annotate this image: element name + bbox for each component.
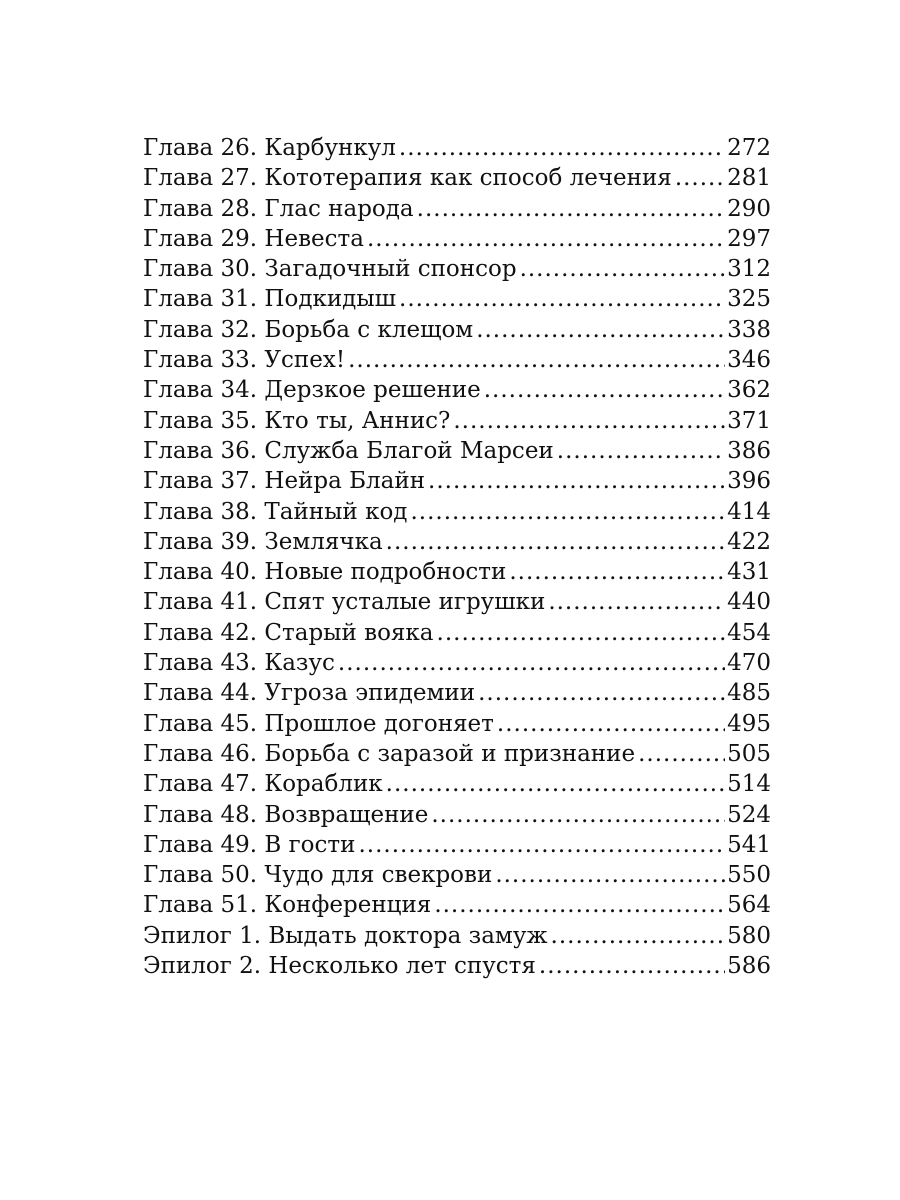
toc-entry <box>143 163 771 193</box>
toc-entry <box>143 890 771 920</box>
toc-entry-title: Глава 45. Прошлое догоняет <box>143 710 494 737</box>
dot-leader <box>497 709 725 739</box>
toc-entry-page-number: 362 <box>727 377 771 404</box>
toc-entry <box>143 709 771 739</box>
toc-entry-page-number: 371 <box>727 407 771 434</box>
toc-entry <box>143 436 771 466</box>
toc-entry <box>143 527 771 557</box>
toc-entry <box>143 587 771 617</box>
toc-entry <box>143 739 771 769</box>
dot-leader <box>539 951 725 981</box>
dot-leader <box>437 618 726 648</box>
toc-entry-title: Глава 37. Нейра Блайн <box>143 468 426 495</box>
toc-entry <box>143 951 771 981</box>
toc-entry-page-number: 396 <box>727 468 771 495</box>
dot-leader <box>410 497 725 527</box>
toc-entry-title: Глава 26. Карбункул <box>143 135 396 161</box>
toc-entry-page-number: 325 <box>727 286 771 313</box>
dot-leader <box>417 194 725 224</box>
toc-entry <box>143 194 771 224</box>
table-of-contents <box>143 133 771 981</box>
dot-leader <box>338 648 725 678</box>
toc-entry-page-number: 431 <box>727 559 771 586</box>
toc-entry-page-number: 290 <box>727 195 771 222</box>
toc-entry-title: Глава 48. Возвращение <box>143 801 429 828</box>
toc-entry <box>143 466 771 496</box>
toc-entry-title: Глава 35. Кто ты, Аннис? <box>143 407 451 434</box>
dot-leader <box>428 466 725 496</box>
toc-entry-page-number: 470 <box>727 650 771 677</box>
dot-leader <box>431 800 725 830</box>
dot-leader <box>495 860 725 890</box>
toc-entry <box>143 254 771 284</box>
toc-entry-title: Глава 31. Подкидыш <box>143 286 397 313</box>
toc-entry <box>143 375 771 405</box>
dot-leader <box>434 890 725 920</box>
toc-entry <box>143 284 771 314</box>
toc-entry-page-number: 485 <box>727 680 771 707</box>
toc-entry <box>143 800 771 830</box>
dot-leader <box>399 133 725 163</box>
toc-entry-page-number: 297 <box>727 225 771 252</box>
toc-entry-page-number: 495 <box>727 710 771 737</box>
toc-entry-title: Глава 36. Служба Благой Марсеи <box>143 437 554 464</box>
toc-entry-title: Эпилог 2. Несколько лет спустя <box>143 953 536 980</box>
toc-entry-title: Глава 34. Дерзкое решение <box>143 377 481 404</box>
toc-entry-page-number: 440 <box>727 589 771 616</box>
toc-entry-title: Глава 39. Землячка <box>143 528 383 555</box>
dot-leader <box>367 224 725 254</box>
toc-entry-title: Глава 32. Борьба с клещом <box>143 316 474 343</box>
toc-entry <box>143 769 771 799</box>
dot-leader <box>520 254 726 284</box>
toc-entry <box>143 830 771 860</box>
toc-entry-title: Глава 28. Глас народа <box>143 195 414 222</box>
toc-entry-title: Глава 42. Старый вояка <box>143 619 434 646</box>
toc-entry <box>143 618 771 648</box>
toc-entry <box>143 860 771 890</box>
toc-entry-title: Глава 41. Спят усталые игрушки <box>143 589 546 616</box>
toc-entry-page-number: 586 <box>727 953 771 980</box>
toc-entry <box>143 921 771 951</box>
toc-entry <box>143 678 771 708</box>
dot-leader <box>509 557 725 587</box>
dot-leader <box>638 739 725 769</box>
toc-entry-title: Глава 30. Загадочный спонсор <box>143 256 517 283</box>
toc-entry-title: Глава 44. Угроза эпидемии <box>143 680 476 707</box>
toc-entry-title: Глава 38. Тайный код <box>143 498 408 525</box>
toc-entry <box>143 133 771 163</box>
dot-leader <box>551 921 726 951</box>
dot-leader <box>548 587 725 617</box>
toc-entry-page-number: 505 <box>727 740 771 767</box>
toc-entry <box>143 497 771 527</box>
toc-entry-page-number: 386 <box>727 437 771 464</box>
toc-entry-title: Глава 50. Чудо для свекрови <box>143 862 493 889</box>
toc-entry-page-number: 272 <box>727 135 771 161</box>
dot-leader <box>453 406 725 436</box>
dot-leader <box>557 436 725 466</box>
toc-entry-title: Глава 49. В гости <box>143 831 356 858</box>
toc-entry-title: Глава 51. Конференция <box>143 892 432 919</box>
toc-entry-title: Глава 43. Казус <box>143 650 335 677</box>
toc-entry <box>143 648 771 678</box>
toc-entry-page-number: 346 <box>727 347 771 374</box>
toc-entry-page-number: 541 <box>727 831 771 858</box>
toc-entry-title: Глава 33. Успех! <box>143 347 346 374</box>
toc-entry-page-number: 514 <box>727 771 771 798</box>
dot-leader <box>358 830 725 860</box>
toc-entry-page-number: 454 <box>727 619 771 646</box>
toc-entry-page-number: 414 <box>727 498 771 525</box>
toc-entry-title: Глава 47. Кораблик <box>143 771 383 798</box>
toc-entry <box>143 345 771 375</box>
toc-entry-page-number: 338 <box>727 316 771 343</box>
dot-leader <box>348 345 725 375</box>
dot-leader <box>386 527 725 557</box>
dot-leader <box>484 375 725 405</box>
toc-entry-title: Глава 27. Кототерапия как способ лечения <box>143 165 672 192</box>
toc-entry-page-number: 550 <box>727 862 771 889</box>
toc-entry-title: Глава 29. Невеста <box>143 225 364 252</box>
toc-entry-title: Глава 40. Новые подробности <box>143 559 507 586</box>
toc-entry-page-number: 312 <box>727 256 771 283</box>
toc-entry <box>143 315 771 345</box>
toc-entry-title: Глава 46. Борьба с заразой и признание <box>143 740 636 767</box>
toc-entry-page-number: 564 <box>727 892 771 919</box>
dot-leader <box>386 769 725 799</box>
dot-leader <box>478 678 725 708</box>
toc-entry <box>143 557 771 587</box>
dot-leader <box>476 315 725 345</box>
dot-leader <box>675 163 725 193</box>
toc-entry-page-number: 524 <box>727 801 771 828</box>
toc-entry-page-number: 422 <box>727 528 771 555</box>
toc-entry-page-number: 281 <box>727 165 771 192</box>
toc-entry <box>143 406 771 436</box>
toc-entry-page-number: 580 <box>727 922 771 949</box>
toc-entry <box>143 224 771 254</box>
toc-entry-title: Эпилог 1. Выдать доктора замуж <box>143 922 548 949</box>
dot-leader <box>399 284 725 314</box>
